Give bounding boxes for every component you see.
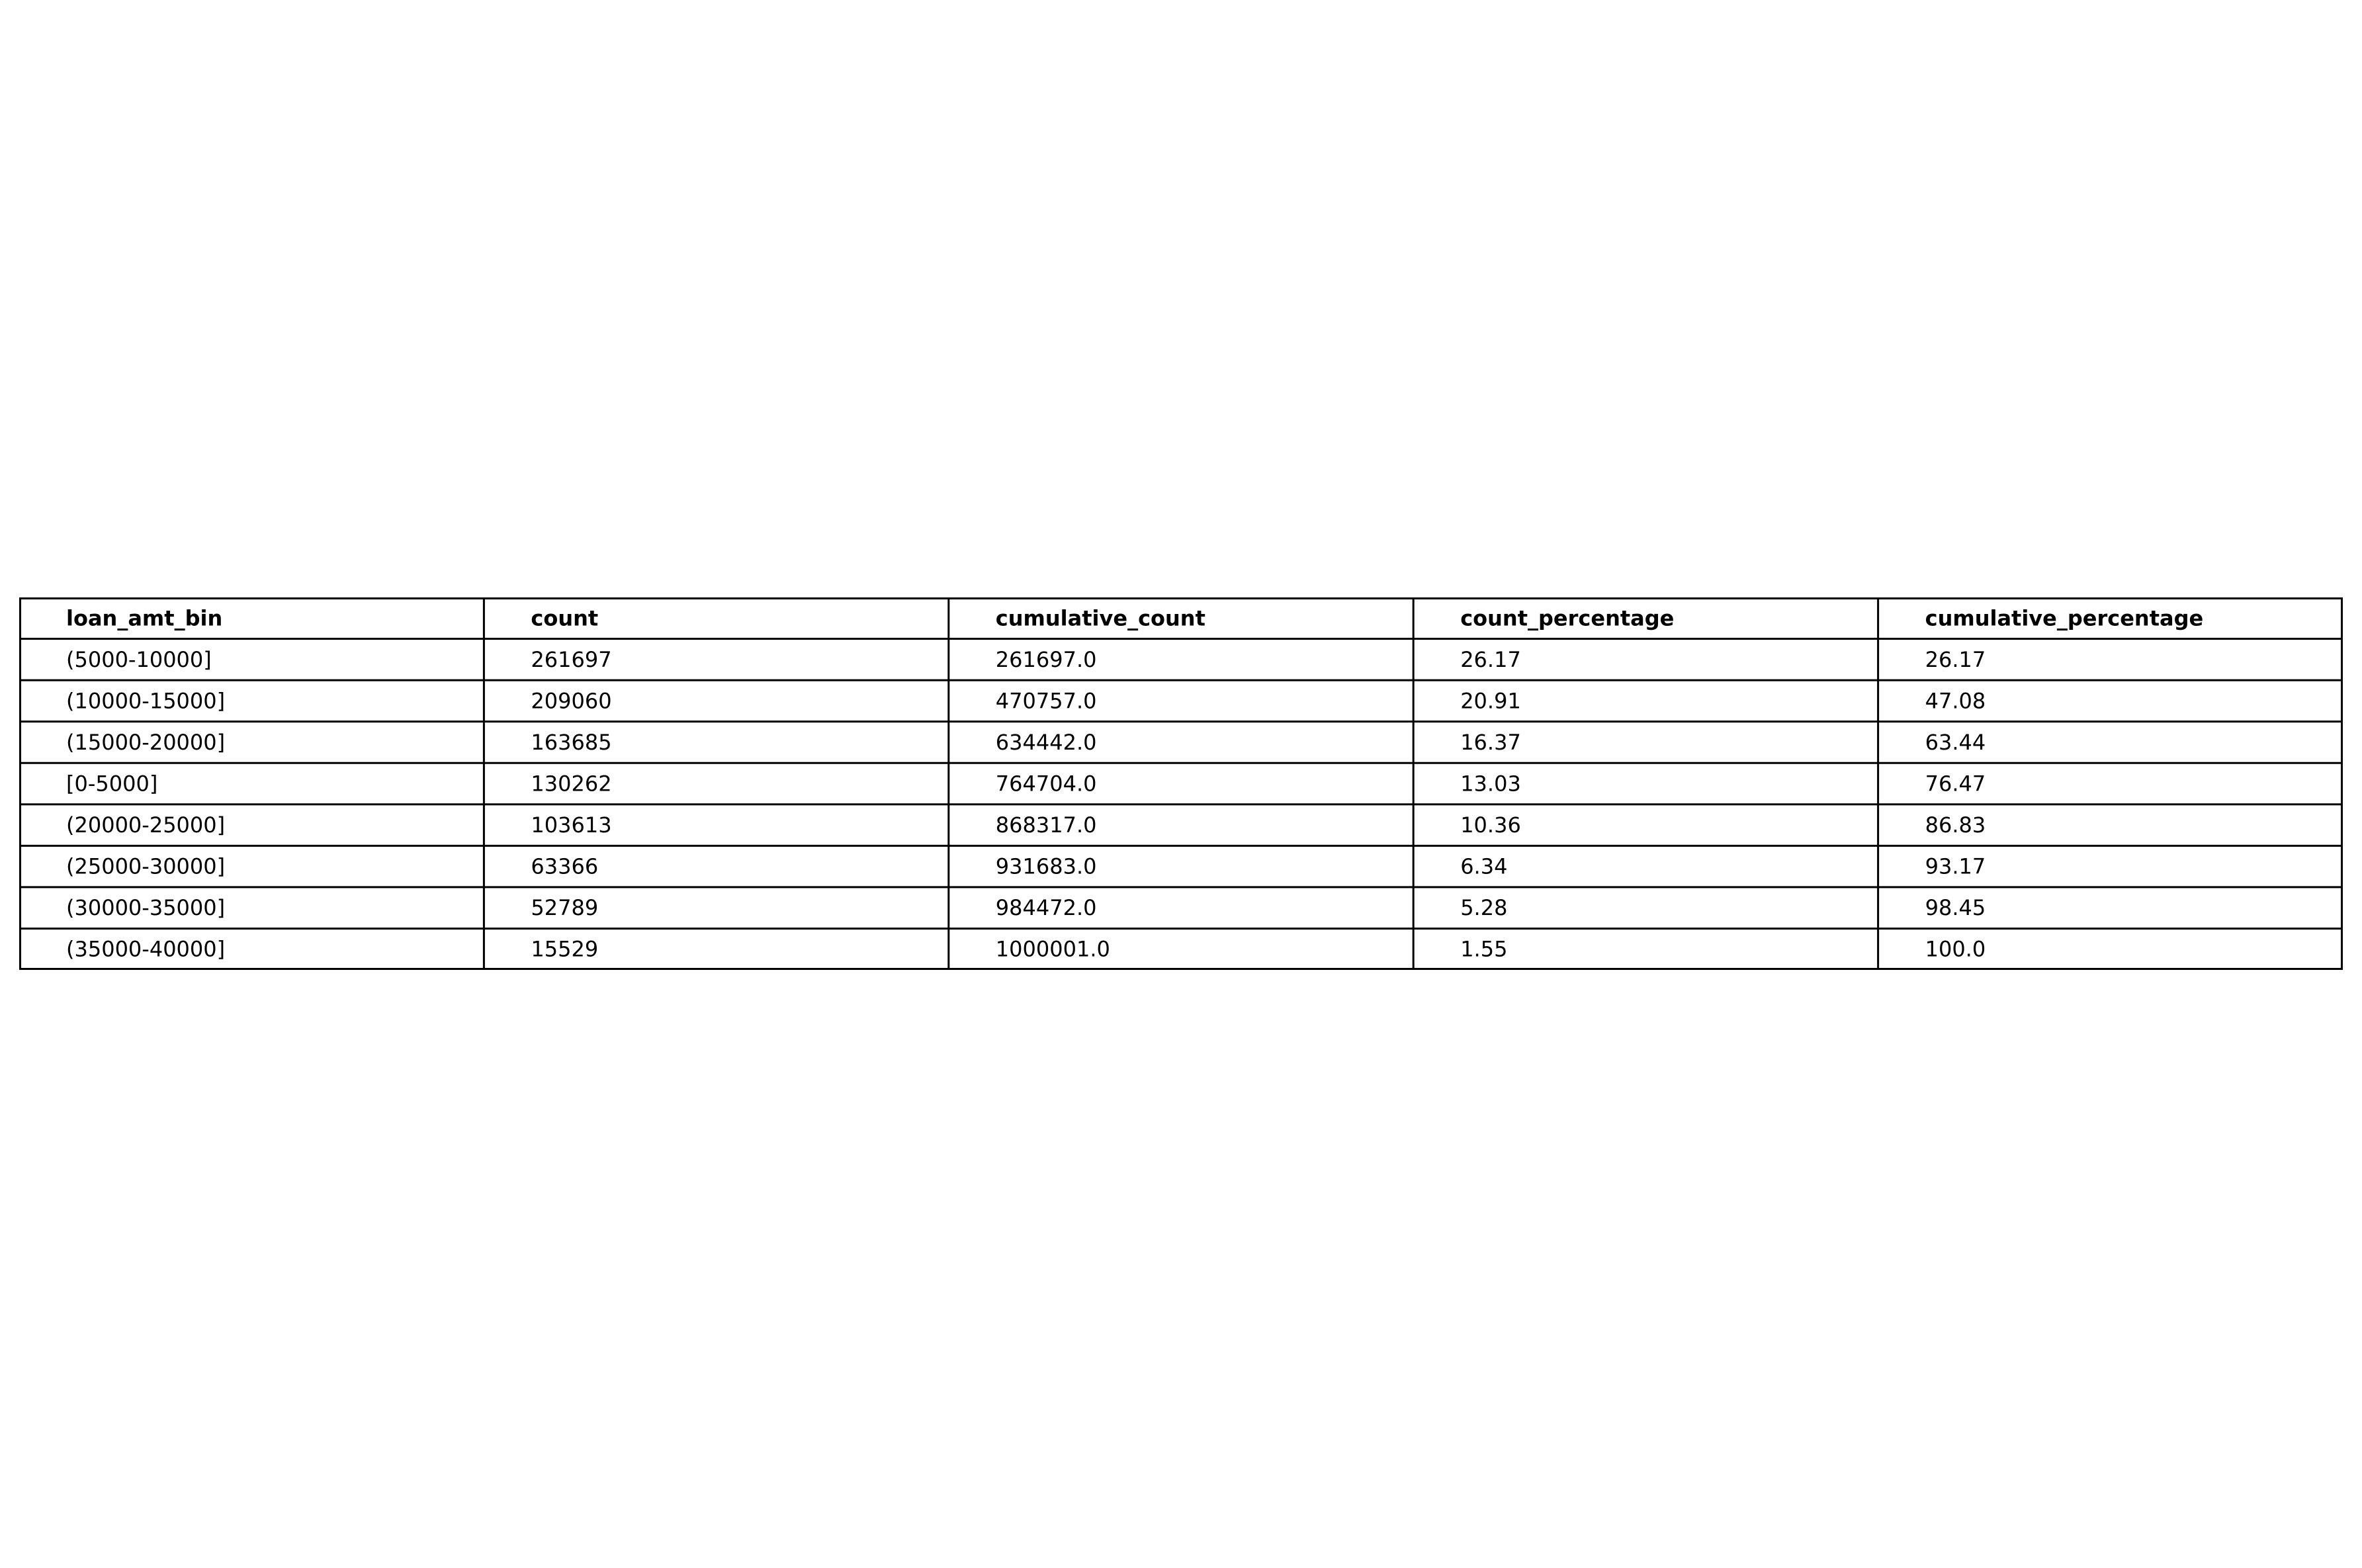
column-header-cumulative-count: cumulative_count [995, 605, 1205, 631]
table-cell-cumulative-count: 984472.0 [995, 895, 1097, 921]
table-cell-cumulative-count: 470757.0 [995, 688, 1097, 714]
table-cell-cumulative-percentage: 93.17 [1925, 853, 1986, 879]
table-cell-count-percentage: 16.37 [1460, 729, 1521, 755]
table-cell-count-percentage: 10.36 [1460, 812, 1521, 838]
table-cell-cumulative-count: 261697.0 [995, 646, 1097, 672]
column-header-loan-amt-bin: loan_amt_bin [66, 605, 223, 631]
data-table [19, 597, 2343, 970]
table-cell-count: 15529 [531, 936, 599, 962]
table-cell-count-percentage: 13.03 [1460, 771, 1521, 797]
table-cell-cumulative-percentage: 86.83 [1925, 812, 1986, 838]
table-cell-count-percentage: 5.28 [1460, 895, 1508, 921]
table-cell-cumulative-percentage: 26.17 [1925, 646, 1986, 672]
table-cell-cumulative-percentage: 63.44 [1925, 729, 1986, 755]
table-cell-loan-amt-bin: (35000-40000] [66, 936, 226, 962]
column-header-count: count [531, 605, 599, 631]
table-cell-cumulative-percentage: 76.47 [1925, 771, 1986, 797]
table-cell-count-percentage: 20.91 [1460, 688, 1521, 714]
column-header-cumulative-percentage: cumulative_percentage [1925, 605, 2204, 631]
table-cell-count: 63366 [531, 853, 599, 879]
table-cell-cumulative-percentage: 100.0 [1925, 936, 1986, 962]
table-cell-count: 52789 [531, 895, 599, 921]
table-cell-cumulative-count: 931683.0 [995, 853, 1097, 879]
table-cell-loan-amt-bin: (5000-10000] [66, 646, 212, 672]
table-cell-count-percentage: 26.17 [1460, 646, 1521, 672]
table-cell-loan-amt-bin: (15000-20000] [66, 729, 226, 755]
table-cell-loan-amt-bin: [0-5000] [66, 771, 158, 797]
table-cell-cumulative-count: 868317.0 [995, 812, 1097, 838]
table-background [19, 597, 2343, 970]
table-cell-count: 130262 [531, 771, 612, 797]
column-header-count-percentage: count_percentage [1460, 605, 1675, 631]
table-cell-cumulative-percentage: 98.45 [1925, 895, 1986, 921]
table-cell-loan-amt-bin: (30000-35000] [66, 895, 226, 921]
table-cell-count: 261697 [531, 646, 612, 672]
table-cell-count-percentage: 6.34 [1460, 853, 1508, 879]
table-cell-cumulative-percentage: 47.08 [1925, 688, 1986, 714]
table-cell-loan-amt-bin: (25000-30000] [66, 853, 226, 879]
table-cell-count: 209060 [531, 688, 612, 714]
table-cell-cumulative-count: 764704.0 [995, 771, 1097, 797]
table-cell-count: 163685 [531, 729, 612, 755]
table-cell-cumulative-count: 634442.0 [995, 729, 1097, 755]
table-cell-count-percentage: 1.55 [1460, 936, 1508, 962]
table-cell-loan-amt-bin: (10000-15000] [66, 688, 226, 714]
table-cell-loan-amt-bin: (20000-25000] [66, 812, 226, 838]
table-cell-cumulative-count: 1000001.0 [995, 936, 1110, 962]
table-cell-count: 103613 [531, 812, 612, 838]
